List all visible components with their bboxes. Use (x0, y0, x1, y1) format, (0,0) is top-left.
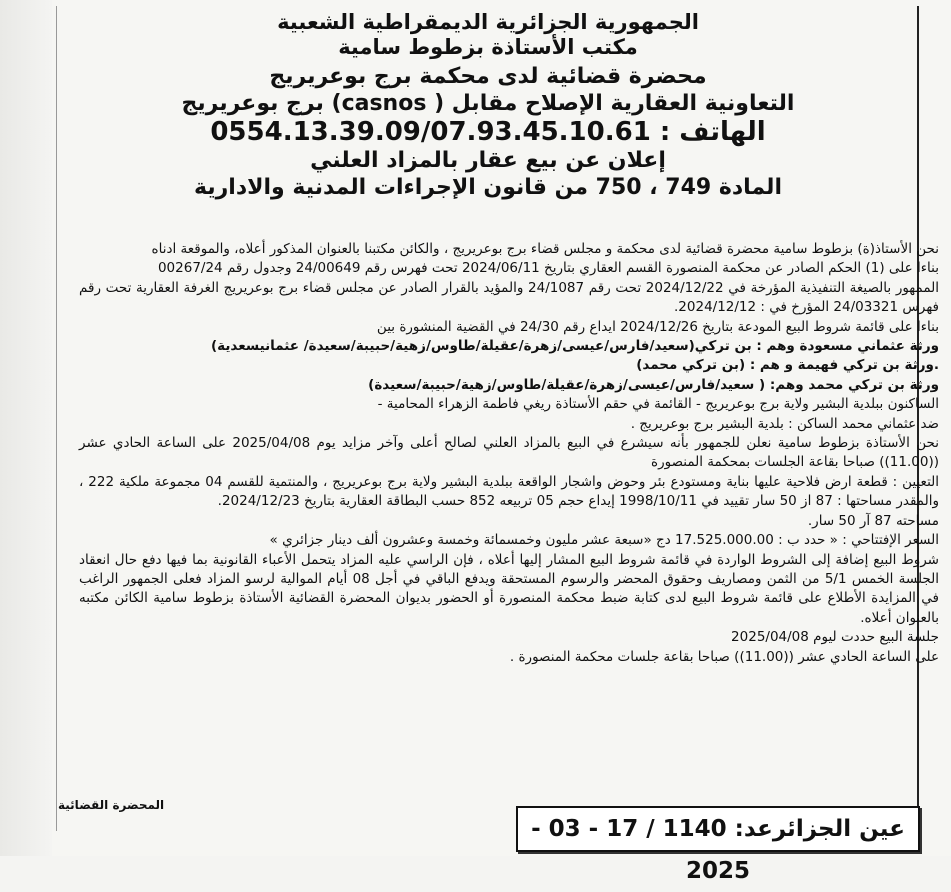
notice-body (79, 240, 939, 667)
paragraph-sale-terms: شروط البيع إضافة إلى الشروط الواردة في قائمة شروط البيع المشار إليها أعلاه ، فإن الراسي عليه المزاد يتحمل الأعباء القانونية بما فيها دفع حال انعقاد الجلسة الخمس 5/1 من الثمن ومصاريف وحقوق المحضر والرسوم المستحقة ويدفع الباقي في أجل 08 أيام الموالية لرسو المزاد فعلى الجمهور الراغب في المزايدة الأطلاع على قائمة شروط البيع لدى كتابة ضبط محكمة المنصورة أو الحضور بديوان المحضرة القضائية الأستاذة بزطوط سامية الكائن مكتبه بالعنوان أعلاه. (79, 551, 940, 626)
paragraph-heirs-1: ورثة عثماني مسعودة وهم : بن تركي(سعيد/فارس/عيسى/زهرة/عقيلة/طاوس/زهية/حبيبة/سعيدة/ عثمانيسعدية) (210, 338, 939, 355)
paragraph-auction-date: نحن الأستاذة بزطوط سامية نعلن للجمهور بأنه سيشرع في البيع بالمزاد العلني لصالح أعلى وآخر مزايد يوم 2025/04/08 على الساعة الحادي عشر ((11.00)) صباحا بقاعة الجلسات بمحكمة المنصورة (79, 435, 939, 471)
republic-title: الجمهورية الجزائرية الديمقراطية الشعبية (277, 10, 699, 34)
notice-header (60, 8, 916, 201)
paragraph-heirs-3: ورثة بن تركي محمد وهم: ( سعيد/فارس/عيسى/زهرة/عقيلة/طاوس/زهية/حبيبة/سعيدة) (368, 376, 939, 393)
legal-articles: المادة 749 ، 750 من قانون الإجراءات المدنية والادارية (194, 174, 782, 200)
paragraph-designation: التعيين : قطعة ارض فلاحية عليها بناية ومستودع بئر وحوض واشجار الواقعة ببلدية البشير ولاية برج بوعريريج ، والمنتمية للقسم 04 مجموعة ملكية 222 ، والمقدر مساحتها : 87 از 50 سار تقييد في 1998/10/11 إيداع حجم 05 تربيعه 852 حسب البطاقة العقارية بتاريخ 2024/12/23. (79, 473, 940, 510)
paragraph-intro: نحن الأستاذ(ة) بزطوط سامية محضرة قضائية لدى محكمة و مجلس قضاء برج بوعريريج ، والكائن مكتبنا بالعنوان المذكور أعلاه، والموقعة ادناه (151, 241, 939, 257)
paragraph-enforcement: الممهور بالصيغة التنفيذية المؤرخة في 2024/12/22 تحت رقم 24/1087 والمؤيد بالقرار الصادر عن مجلس قضاء برج بوعريريج الغرفة العقارية تحت رقم فهرس 24/03321 المؤرخ في : 2024/12/12. (79, 279, 940, 316)
paragraph-against: ضد عثماني محمد الساكن : بلدية البشير برج بوعريريج . (630, 415, 939, 432)
page-margin (0, 0, 52, 856)
office-name: مكتب الأستاذة بزطوط سامية (338, 35, 638, 60)
signature-label: المحضرة القضائية (58, 798, 165, 812)
publication-reference: عين الجزائرعد: 1140 / 17 - 03 - 2025 (516, 806, 920, 852)
paragraph-conditions-list: بناءا على قائمة شروط البيع المودعة بتاريخ 2024/12/26 ايداع رقم 24/30 في القضية المنشورة بين (376, 318, 939, 335)
paragraph-opening-price: السعر الإفتتاحي : « حدد ب : 17.525.000.00 دج «سبعة عشر مليون وخمسمائة وخمسة وعشرون ألف دينار جزائري » (269, 532, 939, 549)
paragraph-area: مساحته 87 آر 50 سار. (807, 512, 939, 529)
paragraph-heirs-2: .ورثة بن تركي فهيمة و هم : (بن تركي محمد) (636, 357, 939, 374)
bailiff-title: محضرة قضائية لدى محكمة برج بوعريريج (269, 64, 707, 90)
notice-title: إعلان عن بيع عقار بالمزاد العلني (310, 148, 666, 174)
paragraph-judgment: بناءا على (1) الحكم الصادر عن محكمة المنصورة القسم العقاري بتاريخ 2024/06/11 تحت فهرس رقم 24/00649 وجدول رقم 00267/24 (157, 260, 939, 277)
paragraph-session-date: جلسة البيع حددت ليوم 2025/04/08 (731, 629, 939, 646)
office-address: التعاونية العقارية الإصلاح مقابل ( casnos) برج بوعريريج (181, 90, 795, 116)
paragraph-residents: الساكنون ببلدية البشير ولاية برج بوعريريج - القائمة في حقم الأستاذة ريغي فاطمة الزهراء المحامية - (377, 396, 939, 413)
phone-numbers: الهاتف : 0554.13.39.09/07.93.45.10.61 (210, 117, 766, 148)
paragraph-session-time: على الساعة الحادي عشر ((11.00)) صباحا بقاعة جلسات محكمة المنصورة . (509, 648, 939, 665)
